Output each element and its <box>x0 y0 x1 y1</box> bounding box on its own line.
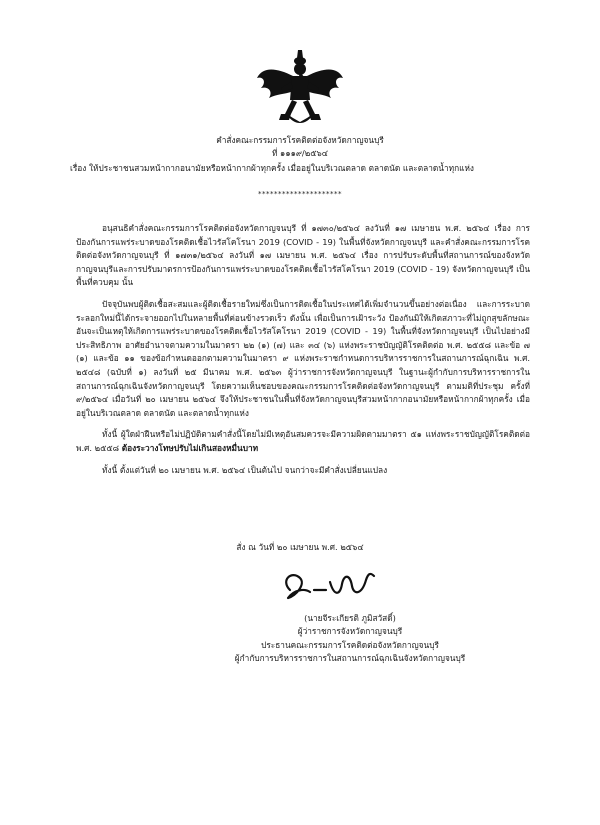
document-header <box>70 134 530 175</box>
document-body <box>76 222 530 485</box>
paragraph-reference: อนุสนธิคำสั่งคณะกรรมการโรคติดต่อจังหวัดกาญจนบุรี ที่ ๑๗๓๐/๒๕๖๔ ลงวันที่ ๑๗ เมษายน พ.ศ. ๒๕๖๔ เรื่อง การป้องกันการแพร่ระบาดของโรคติดเชื้อไวรัสโคโรนา 2019 (COVID - 19) ในพื้นที่จังหวัดกาญจนบุรี และคำสั่งคณะกรรมการโรคติดต่อจังหวัดกาญจนบุรี ที่ ๑๗๓๑/๒๕๖๔ ลงวันที่ ๑๗ เมษายน พ.ศ. ๒๕๖๔ เรื่อง การปรับระดับพื้นที่สถานการณ์ของจังหวัดกาญจนบุรีและการปรับมาตรการป้องกันการแพร่ระบาดของโรคติดเชื้อไวรัสโคโรนา 2019 (COVID - 19) จังหวัดกาญจนบุรี เป็นพื้นที่ควบคุม นั้น <box>76 223 530 288</box>
signer-title-2: ประธานคณะกรรมการโรคติดต่อจังหวัดกาญจนบุรี <box>261 639 439 650</box>
document-subject: เรื่อง ให้ประชาชนสวมหน้ากากอนามัยหรือหน้ากากผ้าทุกครั้ง เมื่ออยู่ในบริเวณตลาด ตลาดนัด และตลาดน้ำทุกแห่ง <box>70 163 474 173</box>
signer-title-1: ผู้ว่าราชการจังหวัดกาญจนบุรี <box>297 626 403 637</box>
handwritten-signature <box>270 560 380 610</box>
garuda-emblem-icon <box>255 48 345 130</box>
separator-line: ********************* <box>258 190 342 198</box>
order-date: สั่ง ณ วันที่ ๒๐ เมษายน พ.ศ. ๒๕๖๔ <box>236 542 364 552</box>
signer-title-3: ผู้กำกับการบริหารราชการในสถานการณ์ฉุกเฉินจังหวัดกาญจนบุรี <box>234 653 466 664</box>
document-title: คำสั่งคณะกรรมการโรคติดต่อจังหวัดกาญจนบุรี <box>216 135 384 145</box>
paragraph-penalty <box>76 428 530 455</box>
signer-block <box>200 612 500 666</box>
penalty-fine: ต้องระวางโทษปรับไม่เกินสองหมื่นบาท <box>121 442 259 453</box>
document-number: ที่ ๑๑๑๙/๒๕๖๔ <box>271 148 329 158</box>
signer-name: (นายจีระเกียรติ ภูมิสวัสดิ์) <box>304 613 396 623</box>
penalty-text: ทั้งนี้ ผู้ใดฝ่าฝืนหรือไม่ปฏิบัติตามคำสั่งนี้โดยไม่มีเหตุอันสมควรจะมีความผิดตามมาตรา ๕๑ แห่งพระราชบัญญัติโรคติดต่อ พ.ศ. ๒๕๕๘ <box>76 429 530 453</box>
paragraph-effective-date: ทั้งนี้ ตั้งแต่วันที่ ๒๐ เมษายน พ.ศ. ๒๕๖๔ เป็นต้นไป จนกว่าจะมีคำสั่งเปลี่ยนแปลง <box>102 464 388 475</box>
paragraph-order: ปัจจุบันพบผู้ติดเชื้อสะสมและผู้ติดเชื้อรายใหม่ซึ่งเป็นการติดเชื้อในประเทศได้เพิ่มจำนวนขึ้นอย่างต่อเนื่อง และการระบาดระลอกใหม่นี้ได้กระจายออกไปในหลายพื้นที่ค่อนข้างรวดเร็ว ดังนั้น เพื่อเป็นการเฝ้าระวัง ป้องกันมิให้เกิดสภาวะที่ไม่ถูกสุขลักษณะอันจะเป็นเหตุให้เกิดการแพร่ระบาดของโรคติดเชื้อไวรัสโคโรนา 2019 (COVID - 19) ในพื้นที่จังหวัดกาญจนบุรี เป็นไปอย่างมีประสิทธิภาพ อาศัยอำนาจตามความในมาตรา ๒๒ (๑) (๗) และ ๓๔ (๖) แห่งพระราชบัญญัติโรคติดต่อ พ.ศ. ๒๕๕๘ และข้อ ๗ (๑) และข้อ ๑๑ ของข้อกำหนดออกตามความในมาตรา ๙ แห่งพระราชกำหนดการบริหารราชการในสถานการณ์ฉุกเฉิน พ.ศ. ๒๕๔๘ (ฉบับที่ ๑) ลงวันที่ ๒๕ มีนาคม พ.ศ. ๒๕๖๓ ผู้ว่าราชการจังหวัดกาญจนบุรี ในฐานะผู้กำกับการบริหารราชการในสถานการณ์ฉุกเฉินจังหวัดกาญจนบุรี โดยความเห็นชอบของคณะกรรมการโรคติดต่อจังหวัดกาญจนบุรี ตามมติที่ประชุม ครั้งที่ ๙/๒๕๖๔ เมื่อวันที่ ๒๐ เมษายน ๒๕๖๔ จึงให้ประชาชนในพื้นที่จังหวัดกาญจนบุรีสวมหน้ากากอนามัยหรือหน้ากากผ้าทุกครั้ง เมื่ออยู่ในบริเวณตลาด ตลาดนัด และตลาดน้ำทุกแห่ง <box>76 298 530 418</box>
